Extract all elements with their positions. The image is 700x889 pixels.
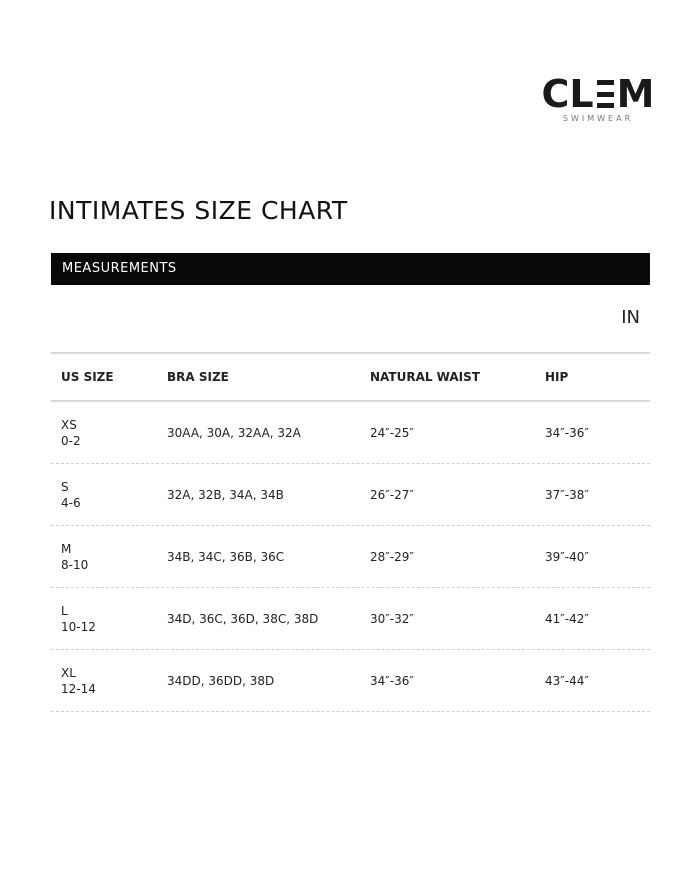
unit-label: IN — [621, 307, 640, 328]
bra-size-cell: 34D, 36C, 36D, 38C, 38D — [167, 611, 319, 626]
section-bar — [51, 253, 650, 285]
header-bra-size: BRA SIZE — [167, 370, 229, 384]
us-size-cell — [51, 541, 167, 573]
header-hip: HIP — [545, 370, 569, 384]
waist-cell: 28″-29″ — [370, 549, 414, 564]
size-number: 0-2 — [61, 433, 81, 448]
table-row — [51, 526, 650, 588]
size-letter: M — [61, 541, 72, 556]
hip-cell: 41″-42″ — [545, 611, 589, 626]
waist-cell: 34″-36″ — [370, 673, 414, 688]
size-letter: L — [61, 603, 68, 618]
size-letter: XS — [61, 417, 77, 432]
header-us-size: US SIZE — [61, 370, 114, 384]
size-letter: S — [61, 479, 69, 494]
logo-wordmark: CL M — [541, 72, 655, 116]
us-size-cell — [51, 417, 167, 449]
bra-size-cell: 34B, 34C, 36B, 36C — [167, 549, 285, 564]
hip-cell: 34″-36″ — [545, 425, 589, 440]
bra-size-cell: 34DD, 36DD, 38D — [167, 673, 275, 688]
table-row — [51, 464, 650, 526]
us-size-cell — [51, 479, 167, 511]
hip-cell: 43″-44″ — [545, 673, 589, 688]
table-header — [51, 352, 650, 402]
size-number: 10-12 — [61, 619, 96, 634]
logo-e-bars-icon — [597, 80, 614, 108]
header-natural-waist: NATURAL WAIST — [370, 370, 480, 384]
waist-cell: 30″-32″ — [370, 611, 414, 626]
size-number: 4-6 — [61, 495, 81, 510]
page-title: INTIMATES SIZE CHART — [49, 196, 348, 225]
size-number: 12-14 — [61, 681, 96, 696]
bra-size-cell: 32A, 32B, 34A, 34B — [167, 487, 284, 502]
us-size-cell — [51, 603, 167, 635]
size-table — [51, 352, 650, 712]
brand-logo — [541, 72, 655, 123]
table-row — [51, 588, 650, 650]
logo-subtitle: SWIMWEAR — [562, 114, 634, 123]
hip-cell: 39″-40″ — [545, 549, 589, 564]
size-letter: XL — [61, 665, 76, 680]
size-number: 8-10 — [61, 557, 89, 572]
hip-cell: 37″-38″ — [545, 487, 589, 502]
waist-cell: 24″-25″ — [370, 425, 414, 440]
table-row — [51, 650, 650, 712]
waist-cell: 26″-27″ — [370, 487, 414, 502]
bra-size-cell: 30AA, 30A, 32AA, 32A — [167, 425, 301, 440]
table-row — [51, 402, 650, 464]
section-title: MEASUREMENTS — [62, 261, 177, 276]
us-size-cell — [51, 665, 167, 697]
